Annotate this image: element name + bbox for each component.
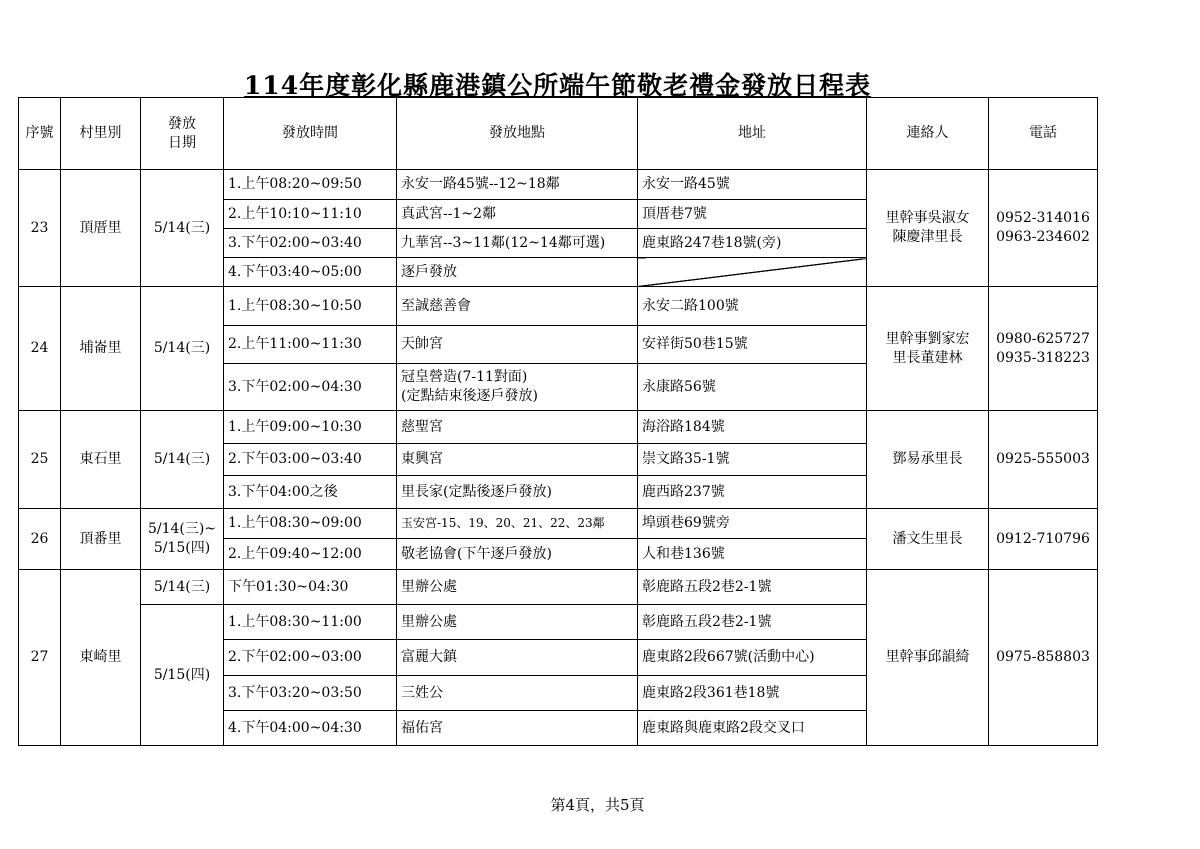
header-address: 地址	[638, 98, 867, 170]
address-cell: 人和巷136號	[638, 539, 867, 570]
header-place: 發放地點	[397, 98, 638, 170]
place-cell: 里辦公處	[397, 605, 638, 640]
header-time: 發放時間	[224, 98, 397, 170]
place-cell: 永安一路45號--12~18鄰	[397, 170, 638, 200]
place-line: (定點結束後逐戶發放)	[401, 388, 538, 404]
place-cell: 敬老協會(下午逐戶發放)	[397, 539, 638, 570]
header-contact: 連絡人	[867, 98, 989, 170]
address-cell: 彰鹿路五段2巷2-1號	[638, 570, 867, 605]
time-cell: 1.上午08:20~09:50	[224, 170, 397, 200]
contact-line: 里長董建林	[892, 349, 963, 366]
phone-line: 0935-318223	[996, 349, 1090, 366]
place-cell: 慈聖宮	[397, 411, 638, 444]
seq-cell: 25	[19, 411, 61, 509]
phone-line: 0980-625727	[996, 330, 1090, 347]
village-cell: 頂厝里	[61, 170, 141, 287]
phone-cell: 0925-555003	[989, 411, 1098, 509]
village-cell: 埔崙里	[61, 287, 141, 411]
time-cell: 1.上午08:30~11:00	[224, 605, 397, 640]
address-cell: 永安一路45號	[638, 170, 867, 200]
date-cell: 5/15(四)	[141, 605, 224, 746]
seq-cell: 24	[19, 287, 61, 411]
date-cell: 5/14(三)	[141, 287, 224, 411]
contact-cell: 里幹事邱韻綺	[867, 570, 989, 746]
date-line: 5/15(四)	[153, 540, 211, 556]
header-date-line1: 發放	[168, 115, 196, 132]
address-cell: 崇文路35-1號	[638, 444, 867, 476]
contact-line: 陳慶津里長	[892, 229, 963, 245]
table-row	[19, 509, 1098, 539]
page-number-footer: 第4頁，共5頁	[550, 796, 645, 814]
place-line: 冠皇營造(7-11對面)	[401, 369, 528, 385]
place-cell: 東興宮	[397, 444, 638, 476]
table-row	[19, 170, 1098, 200]
time-cell: 2.下午03:00~03:40	[224, 444, 397, 476]
address-cell: 鹿東路2段361巷18號	[638, 676, 867, 711]
place-cell: 玉安宮-15、19、20、21、22、23鄰	[397, 509, 638, 539]
time-cell: 2.下午02:00~03:00	[224, 640, 397, 676]
time-cell: 1.上午09:00~10:30	[224, 411, 397, 444]
phone-cell: 0912-710796	[989, 509, 1098, 570]
address-cell: 鹿西路237號	[638, 476, 867, 509]
place-cell	[397, 364, 638, 411]
address-cell: 海浴路184號	[638, 411, 867, 444]
contact-cell	[867, 170, 989, 287]
contact-cell: 潘文生里長	[867, 509, 989, 570]
phone-line: 0963-234602	[996, 229, 1090, 245]
address-cell: 永康路56號	[638, 364, 867, 411]
time-cell: 1.上午08:30~09:00	[224, 509, 397, 539]
address-cell: 鹿東路與鹿東路2段交叉口	[638, 711, 867, 746]
time-cell: 2.上午11:00~11:30	[224, 326, 397, 364]
address-cell: 埠頭巷69號旁	[638, 509, 867, 539]
contact-line: 里幹事吳淑女	[885, 210, 970, 226]
table-row	[19, 570, 1098, 605]
place-cell: 天帥宮	[397, 326, 638, 364]
address-cell: 彰鹿路五段2巷2-1號	[638, 605, 867, 640]
address-cell-empty-diagonal	[638, 258, 867, 287]
place-cell: 至誠慈善會	[397, 287, 638, 326]
seq-cell: 23	[19, 170, 61, 287]
place-cell: 里辦公處	[397, 570, 638, 605]
header-row	[19, 98, 1098, 170]
time-cell: 3.下午04:00之後	[224, 476, 397, 509]
place-cell: 真武宮--1~2鄰	[397, 200, 638, 229]
time-cell: 3.下午02:00~04:30	[224, 364, 397, 411]
place-cell: 福佑宮	[397, 711, 638, 746]
header-seq: 序號	[19, 98, 61, 170]
seq-cell: 27	[19, 570, 61, 746]
page-title: 114年度彰化縣鹿港鎮公所端午節敬老禮金發放日程表	[243, 71, 872, 100]
contact-cell: 鄧易承里長	[867, 411, 989, 509]
village-cell: 東石里	[61, 411, 141, 509]
date-cell	[141, 509, 224, 570]
place-cell: 逐戶發放	[397, 258, 638, 287]
time-cell: 2.上午10:10~11:10	[224, 200, 397, 229]
place-cell: 富麗大鎮	[397, 640, 638, 676]
contact-cell	[867, 287, 989, 411]
time-cell: 3.下午02:00~03:40	[224, 229, 397, 258]
table-row	[19, 287, 1098, 326]
address-cell: 鹿東路2段667號(活動中心)	[638, 640, 867, 676]
date-cell: 5/14(三)	[141, 170, 224, 287]
place-cell: 里長家(定點後逐戶發放)	[397, 476, 638, 509]
time-cell: 1.上午08:30~10:50	[224, 287, 397, 326]
place-cell: 三姓公	[397, 676, 638, 711]
time-cell: 4.下午03:40~05:00	[224, 258, 397, 287]
address-cell: 永安二路100號	[638, 287, 867, 326]
header-date-line2: 日期	[168, 134, 196, 151]
phone-cell	[989, 170, 1098, 287]
contact-line: 里幹事劉家宏	[885, 330, 970, 347]
time-cell: 3.下午03:20~03:50	[224, 676, 397, 711]
time-cell: 4.下午04:00~04:30	[224, 711, 397, 746]
date-line: 5/14(三)~	[147, 521, 217, 537]
header-phone: 電話	[989, 98, 1098, 170]
schedule-table	[18, 97, 1098, 746]
header-date	[141, 98, 224, 170]
header-village: 村里別	[61, 98, 141, 170]
village-cell: 頂番里	[61, 509, 141, 570]
date-cell: 5/14(三)	[141, 411, 224, 509]
address-cell: 鹿東路247巷18號(旁)	[638, 229, 867, 258]
address-cell: 安祥街50巷15號	[638, 326, 867, 364]
phone-cell: 0975-858803	[989, 570, 1098, 746]
village-cell: 東崎里	[61, 570, 141, 746]
date-cell: 5/14(三)	[141, 570, 224, 605]
time-cell: 下午01:30~04:30	[224, 570, 397, 605]
seq-cell: 26	[19, 509, 61, 570]
phone-line: 0952-314016	[996, 210, 1090, 226]
place-cell: 九華宮--3~11鄰(12~14鄰可選)	[397, 229, 638, 258]
time-cell: 2.上午09:40~12:00	[224, 539, 397, 570]
address-cell: 頂厝巷7號	[638, 200, 867, 229]
phone-cell	[989, 287, 1098, 411]
table-row	[19, 411, 1098, 444]
